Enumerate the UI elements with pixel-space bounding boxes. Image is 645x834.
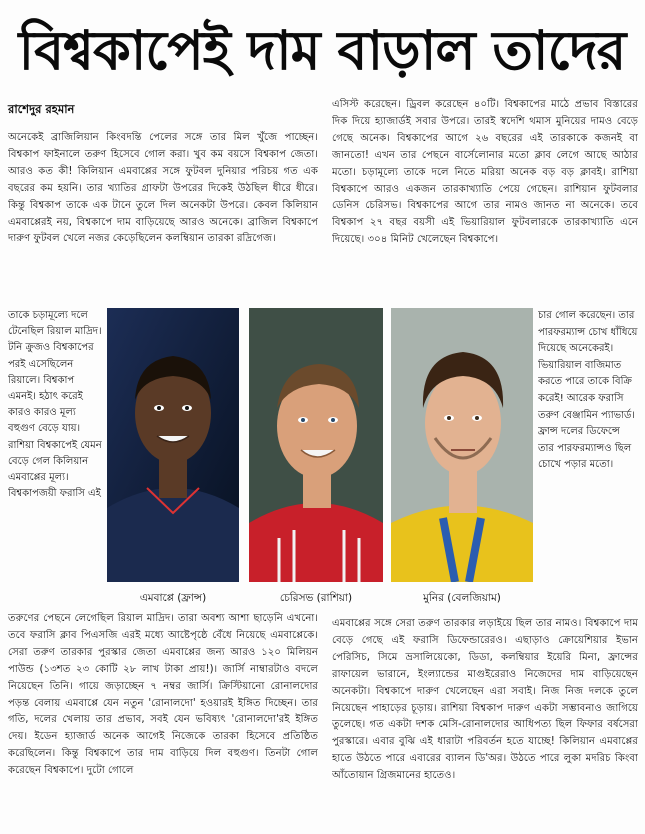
- photo-caption-mbappe: এমবাপ্পে (ফ্রান্স): [139, 592, 207, 604]
- photo-caption-meunier: মুনির (বেলজিয়াম): [423, 592, 501, 604]
- photo-cheryshev: [249, 308, 383, 582]
- player-portrait-icon: [391, 308, 533, 582]
- article-paragraph-right-narrow: চার গোল করেছেন। তার পারফরম্যান্স চোখ ধাঁধিয়ে দিয়েছে অনেকেরই। ভিয়ারিয়াল বাজিমাত করতে পারে তাকে বিক্রি করেই! আরেক ফরাসি তরুণ বেঞ্জামিন প্যাভার্ড। ফ্রান্স দলের ডিফেন্সে তার পারফরম্যান্সও ছিল চোখে পড়ার মতো।: [538, 310, 638, 471]
- headline: বিশ্বকাপেই দাম বাড়াল তাদের: [18, 19, 626, 82]
- photo-meunier: [391, 308, 533, 582]
- photo-mbappe: [107, 308, 239, 582]
- article-paragraph-bottom-left: তরুণের পেছনে লেগেছিল রিয়াল মাদ্রিদ। তারা অবশ্য আশা ছাড়েনি এখনো। তবে ফরাসি ক্লাব পিএসজি এরই মধ্যে আষ্টেপৃষ্ঠে বেঁধে নিয়েছে এমবাপ্পেকে। সেরা তরুণ তারকার পুরস্কার জেতা এমবাপ্পের জন্য আরও ১২০ মিলিয়ন পাউন্ড (১৩শত ২৩ কোটি ২৮ লাখ টাকা প্রায়!)। জার্সি নাম্বারটাও বদলে নিয়েছেন তিনি। গায়ে জড়াচ্ছেন ৭ নম্বর জার্সি। ক্রিস্টিয়ানো রোনালদোর পড়ন্ত বেলায় এমবাপ্পে যেন নতুন 'রোনালদো' হওয়ারই ইঙ্গিত দিচ্ছেন। তার গতি, দলের খেলায় তার প্রভাব, সবই যেন ভবিষ্যৎ 'রোনালদো'রই ইঙ্গিত দেয়। ইডেন হ্যাজার্ড অনেক আগেই নিজেকে তারকা হিসেবে প্রতিষ্ঠিত করেছিলেন। কিন্তু বিশ্বকাপে তার দাম বাড়িয়ে দিল বহুগুণ। তিনটা গোল করেছেন বিশ্বকাপে। দুটো গোলে: [8, 613, 318, 777]
- player-portrait-icon: [249, 308, 383, 582]
- article-paragraph-top-right: এসিস্ট করেছেন। ড্রিবল করেছেন ৪০টি। বিশ্বকাপের মাঠে প্রভাব বিস্তারের দিক দিয়ে হ্যাজার্ডই সবার উপরে। তারই স্বদেশি থমাস মুনিয়ের দামও বেড়ে গেছে অনেক। বিশ্বকাপের আগে ২৬ বছরের এই তারকাকে কজনই বা জানতো! এখন তার পেছনে বার্সেলোনার মতো ক্লাব লেগে আছে আঠার মতো। চড়ামূল্যে তাকে দলে নিতে মরিয়া অনেক বড় বড় ক্লাবই। রাশিয়া বিশ্বকাপে আরও একজন তারকাখ্যাতি পেয়ে গেছেন। রাশিয়ান ফুটবলার ডেনিস চেরিসভ। বিশ্বকাপের আগে তার নামও জানত না অনেকে। তবে বিশ্বকাপ ২৭ বছর বয়সী এই ভিয়ারিয়াল ফুটবলারকে তারকাখ্যাতি এনে দিয়েছে। ৩০৪ মিনিট খেলেছেন বিশ্বকাপে।: [332, 99, 638, 246]
- article-paragraph-top-left: অনেকেই ব্রাজিলিয়ান কিংবদন্তি পেলের সঙ্গে তার মিল খুঁজে পাচ্ছেন। বিশ্বকাপ ফাইনালে তরুণ হিসেবে গোল করা। খুব কম বয়সে বিশ্বকাপ জেতা। আরও কত কী! কিলিয়ান এমবাপ্পের সঙ্গে ফুটবল দুনিয়ার পরিচয় গত এক বছরের কম হয়নি। তার খ্যাতির গ্রাফটা উপরের দিকেই উঠছিল ধীরে ধীরে। কিন্তু বিশ্বকাপ তাকে এক টানে তুলে দিল অনেকটা উপরে। কেবল কিলিয়ান এমবাপ্পেরই নয়, বিশ্বকাপে দাম বাড়িয়েছে আরও অনেকে। ব্রাজিল বিশ্বকাপে দারুণ ফুটবল খেলে নজর কেড়েছিলেন কলম্বিয়ান তারকা রদ্রিগেজ।: [8, 132, 318, 245]
- player-portrait-icon: [107, 308, 239, 582]
- photo-caption-cheryshev: চেরিসভ (রাশিয়া): [279, 592, 353, 604]
- article-paragraph-bottom-right: এমবাপ্পের সঙ্গে সেরা তরুণ তারকার লড়াইয়ে ছিল তার নামও। বিশ্বকাপে দাম বেড়ে গেছে এই ফরাসি ডিফেন্ডারেরও। এছাড়াও ক্রোয়েশিয়ার ইভান পেরিসিচ, সিমে ভ্রসালিয়েকো, ডিডা, কলম্বিয়ার ইয়েরি মিনা, ফ্রান্সের রাফায়েল ভারানে, ইংল্যান্ডের মাগুইরেরাও নিজেদের দাম বাড়িয়েছেন অনেকটা। বিশ্বকাপে দারুণ খেলেছেন এরা সবাই। নিজ নিজ দলকে তুলে নিয়েছেন পাহাড়ের চূড়ায়। রাশিয়া বিশ্বকাপ দারুণ একটা সম্ভাবনাও জাগিয়ে তুলেছে। গত একটা দশক মেসি-রোনালদোর আধিপত্য ছিল ফিফার বর্ষসেরা পুরস্কারে। এবার বুঝি এই ধারাটা পরিবর্তন হতে যাচ্ছে! কিলিয়ান এমবাপ্পের হাতে উঠতে পারে এবারের ব্যালন ডি'অর। উঠতে পারে লুকা মদরিচ কিংবা আঁতোয়ান গ্রিজমানের হাতেও।: [332, 618, 638, 782]
- byline: রাশেদুর রহমান: [8, 102, 75, 116]
- article-paragraph-left-narrow: তাকে চড়ামূল্যে দলে টেনেছিল রিয়াল মাদ্রিদ। টনি ক্রুজও বিশ্বকাপের পরই এসেছিলেন রিয়ালে। বিশ্বকাপ এমনই। হঠাৎ করেই কারও কারও মূল্য বহুগুণ বেড়ে যায়। রাশিয়া বিশ্বকাপেই যেমন বেড়ে গেল কিলিয়ান এমবাপ্পের মূল্য। বিশ্বকাপজয়ী ফরাসি এই: [8, 310, 102, 500]
